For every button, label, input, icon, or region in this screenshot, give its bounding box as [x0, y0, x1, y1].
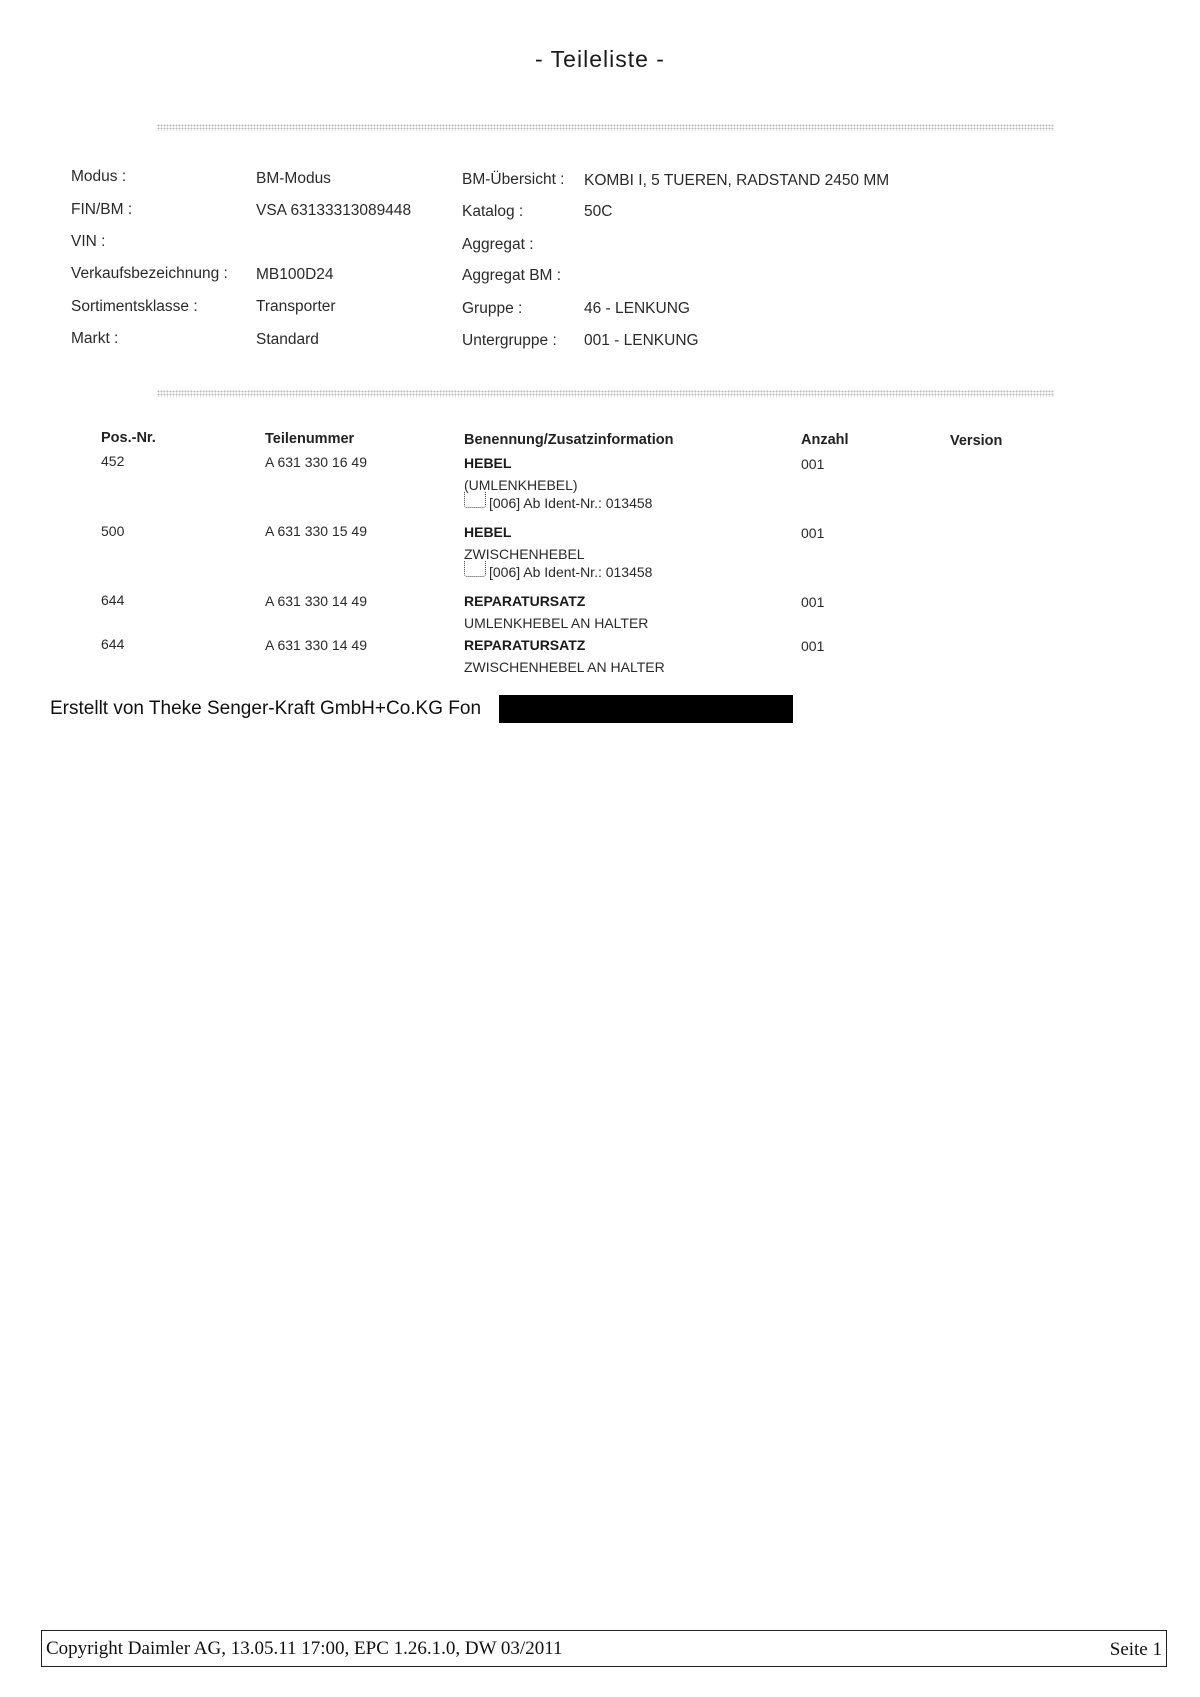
header-benennung: Benennung/Zusatzinformation [464, 432, 674, 448]
info-label-sortimentsklasse: Sortimentsklasse : [71, 298, 198, 315]
info-label-gruppe: Gruppe : [462, 300, 523, 317]
info-label-untergruppe: Untergruppe : [462, 332, 557, 349]
table-row-3-extra: UMLENKHEBEL AN HALTER [464, 615, 649, 631]
info-value-modus: BM-Modus [256, 170, 331, 187]
info-label-aggregat-bm: Aggregat BM : [462, 267, 562, 284]
table-row-3-part: A 631 330 14 49 [265, 593, 367, 609]
table-row-1-pos: 452 [101, 453, 125, 469]
redaction-bar [499, 695, 793, 723]
info-label-modus: Modus : [71, 168, 127, 185]
info-label-vin: VIN : [71, 233, 106, 250]
table-row-1-part: A 631 330 16 49 [265, 454, 367, 470]
info-label-verkaufsbezeichnung: Verkaufsbezeichnung : [71, 265, 228, 282]
table-row-4-extra: ZWISCHENHEBEL AN HALTER [464, 659, 665, 675]
info-label-katalog: Katalog : [462, 203, 524, 220]
table-row-1-name: HEBEL [464, 455, 512, 471]
note-icon [464, 492, 486, 508]
info-value-markt: Standard [256, 331, 319, 348]
info-value-verkaufsbezeichnung: MB100D24 [256, 266, 334, 283]
footer-page-number: Seite 1 [1109, 1639, 1162, 1660]
table-row-2-part: A 631 330 15 49 [265, 523, 367, 539]
table-row-1-qty: 001 [801, 456, 825, 472]
header-anzahl: Anzahl [801, 432, 849, 448]
info-value-bm-uebersicht: KOMBI I, 5 TUEREN, RADSTAND 2450 MM [584, 172, 890, 189]
separator-top [157, 124, 1054, 131]
table-row-3-qty: 001 [801, 594, 825, 610]
header-teilenummer: Teilenummer [265, 431, 355, 447]
created-by-line: Erstellt von Theke Senger-Kraft GmbH+Co.KG Fon [50, 698, 482, 719]
table-row-2-qty: 001 [801, 525, 825, 541]
info-value-sortimentsklasse: Transporter [256, 298, 336, 315]
note-icon [464, 561, 486, 577]
info-label-aggregat: Aggregat : [462, 236, 534, 253]
info-label-fin: FIN/BM : [71, 201, 133, 218]
table-row-2-note [464, 564, 652, 580]
page-title: - Teileliste - [535, 46, 665, 72]
header-version: Version [950, 433, 1003, 449]
info-label-markt: Markt : [71, 330, 119, 347]
table-row-2-extra: ZWISCHENHEBEL [464, 546, 585, 562]
info-value-katalog: 50C [584, 203, 613, 220]
info-value-fin: VSA 63133313089448 [256, 202, 412, 219]
table-row-1-note-text: [006] Ab Ident-Nr.: 013458 [489, 495, 653, 511]
table-row-4-qty: 001 [801, 638, 825, 654]
table-row-4-part: A 631 330 14 49 [265, 637, 367, 653]
table-row-4-name: REPARATURSATZ [464, 637, 586, 653]
separator-bottom [157, 390, 1054, 397]
table-row-2-pos: 500 [101, 523, 125, 539]
footer-box [41, 1630, 1167, 1667]
info-value-gruppe: 46 - LENKUNG [584, 300, 690, 317]
table-row-1-extra: (UMLENKHEBEL) [464, 477, 578, 493]
table-row-2-name: HEBEL [464, 524, 512, 540]
header-pos: Pos.-Nr. [101, 430, 156, 446]
table-row-2-note-text: [006] Ab Ident-Nr.: 013458 [489, 564, 653, 580]
table-row-3-pos: 644 [101, 592, 125, 608]
table-row-1-note [464, 495, 652, 511]
table-row-4-pos: 644 [101, 636, 125, 652]
footer-copyright: Copyright Daimler AG, 13.05.11 17:00, EPC 1.26.1.0, DW 03/2011 [46, 1638, 563, 1659]
info-value-untergruppe: 001 - LENKUNG [584, 332, 699, 349]
table-row-3-name: REPARATURSATZ [464, 593, 586, 609]
info-label-bm-uebersicht: BM-Übersicht : [462, 171, 565, 188]
